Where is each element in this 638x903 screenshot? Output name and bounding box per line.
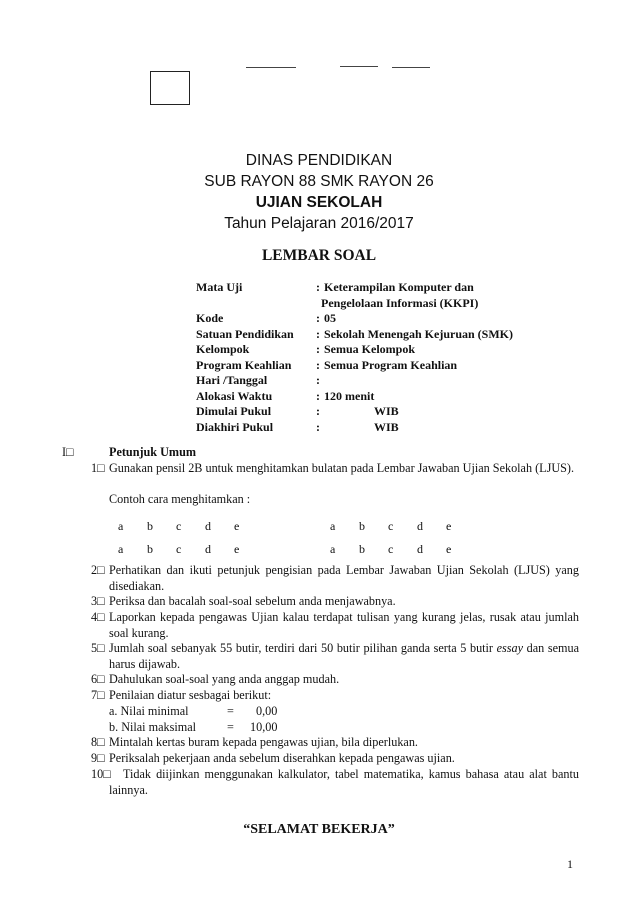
item-text-emphasis: essay — [496, 641, 524, 655]
score-label: a. Nilai minimal — [109, 704, 189, 718]
info-key: Kode — [196, 311, 224, 325]
choice-letter: c — [176, 519, 182, 533]
item-text: Periksa dan bacalah soal-soal sebelum anda menjawabnya. — [109, 594, 396, 608]
choice-letter: e — [446, 542, 452, 556]
info-key: Mata Uji — [196, 280, 243, 294]
info-key: Satuan Pendidikan — [196, 326, 294, 341]
item-number: 2□ — [91, 563, 105, 577]
info-value: 05 — [324, 311, 336, 325]
info-value: WIB — [374, 404, 399, 418]
item-text: Contoh cara menghitamkan : — [109, 492, 251, 506]
answer-example-row — [118, 542, 263, 558]
header-year: Tahun Pelajaran 2016/2017 — [224, 215, 414, 232]
choice-letter: c — [176, 542, 182, 556]
info-key: Kelompok — [196, 342, 250, 356]
info-value: Sekolah Menengah Kejuruan (SMK) — [324, 326, 514, 341]
score-eq: = — [227, 704, 234, 718]
info-colon: : — [316, 419, 320, 434]
info-key: Diakhiri Pukul — [196, 419, 274, 434]
page-number: 1 — [567, 857, 573, 871]
info-value: Semua Program Keahlian — [324, 357, 458, 372]
choice-letter: a — [330, 542, 336, 556]
choice-letter: e — [446, 519, 452, 533]
item-text: Mintalah kertas buram kepada pengawas ujian, bila diperlukan. — [109, 735, 418, 749]
header-agency: DINAS PENDIDIKAN — [245, 152, 393, 169]
item-text: Penilaian diatur sesbagai berikut: — [109, 688, 272, 702]
page-title: LEMBAR SOAL — [261, 247, 377, 264]
choice-letter: d — [205, 519, 211, 533]
answer-example-row — [330, 519, 475, 535]
section-heading: Petunjuk Umum — [109, 445, 197, 459]
item-text: Tidak diijinkan menggunakan kalkulator, tabel matematika, kamus bahasa atau alat bantu lainnya. — [109, 767, 579, 797]
choice-letter: d — [205, 542, 211, 556]
item-text-part: dan semua harus dijawab. — [109, 641, 580, 671]
top-rule-3 — [392, 67, 430, 68]
choice-letter: e — [234, 542, 240, 556]
info-value: Keterampilan Komputer dan — [324, 280, 474, 294]
info-colon: : — [316, 404, 320, 418]
score-row — [109, 720, 309, 736]
section-marker: I□ — [62, 445, 74, 459]
item-number: 1□ — [91, 461, 105, 475]
header-rayon: SUB RAYON 88 SMK RAYON 26 — [204, 173, 434, 190]
choice-letter: d — [417, 519, 423, 533]
choice-letter: a — [118, 519, 124, 533]
info-value: Semua Kelompok — [324, 342, 416, 356]
choice-letter: b — [359, 519, 365, 533]
item-text: Perhatikan dan ikuti petunjuk pengisian pada Lembar Jawaban Ujian Sekolah (LJUS) yang disediakan. — [109, 563, 579, 593]
info-colon: : — [316, 342, 320, 356]
answer-example-row — [330, 542, 475, 558]
choice-letter: b — [147, 519, 153, 533]
item-number: 6□ — [91, 672, 105, 686]
exam-info — [196, 280, 556, 434]
choice-letter: c — [388, 542, 394, 556]
score-row — [109, 704, 309, 720]
info-key: Dimulai Pukul — [196, 404, 272, 418]
item-number: 7□ — [91, 688, 105, 702]
top-rule-1 — [246, 67, 296, 68]
info-key: Alokasi Waktu — [196, 388, 273, 403]
choice-letter: d — [417, 542, 423, 556]
item-number: 8□ — [91, 735, 105, 749]
choice-letter: a — [330, 519, 336, 533]
item-text — [109, 641, 579, 672]
choice-letter: b — [147, 542, 153, 556]
choice-letter: e — [234, 519, 240, 533]
info-colon: : — [316, 280, 320, 294]
info-key: Hari /Tanggal — [196, 373, 268, 387]
top-rule-2 — [340, 66, 378, 67]
item-number: 10□ — [91, 767, 111, 781]
info-colon: : — [316, 373, 320, 387]
item-text: Periksalah pekerjaan anda sebelum diserahkan kepada pengawas ujian. — [109, 751, 455, 765]
info-value: 120 menit — [324, 388, 375, 403]
score-value: 0,00 — [256, 704, 278, 718]
item-number: 4□ — [91, 610, 105, 624]
choice-letter: c — [388, 519, 394, 533]
item-number: 5□ — [91, 641, 105, 655]
info-colon: : — [316, 357, 320, 372]
info-colon: : — [316, 311, 320, 325]
item-text: Laporkan kepada pengawas Ujian kalau terdapat tulisan yang kurang jelas, rusak atau jumlah soal kurang. — [109, 610, 579, 640]
header-exam: UJIAN SEKOLAH — [255, 194, 383, 211]
closing-message: “SELAMAT BEKERJA” — [243, 822, 395, 837]
score-value: 10,00 — [250, 720, 278, 734]
info-value: Pengelolaan Informasi (KKPI) — [321, 295, 479, 310]
answer-example-row — [118, 519, 263, 535]
item-number: 9□ — [91, 751, 105, 765]
score-label: b. Nilai maksimal — [109, 720, 196, 734]
item-text: Gunakan pensil 2B untuk menghitamkan bulatan pada Lembar Jawaban Ujian Sekolah (LJUS). — [109, 461, 575, 475]
info-key: Program Keahlian — [196, 357, 292, 372]
choice-letter: b — [359, 542, 365, 556]
item-text-part: Jumlah soal sebanyak 55 butir, terdiri dari 50 butir pilihan ganda serta 5 butir — [109, 641, 497, 655]
info-colon: : — [316, 326, 320, 341]
item-text: Dahulukan soal-soal yang anda anggap mudah. — [109, 672, 340, 686]
code-box — [150, 71, 190, 105]
info-value: WIB — [374, 419, 399, 434]
choice-letter: a — [118, 542, 124, 556]
score-eq: = — [227, 720, 234, 734]
item-number: 3□ — [91, 594, 105, 608]
info-colon: : — [316, 388, 320, 403]
